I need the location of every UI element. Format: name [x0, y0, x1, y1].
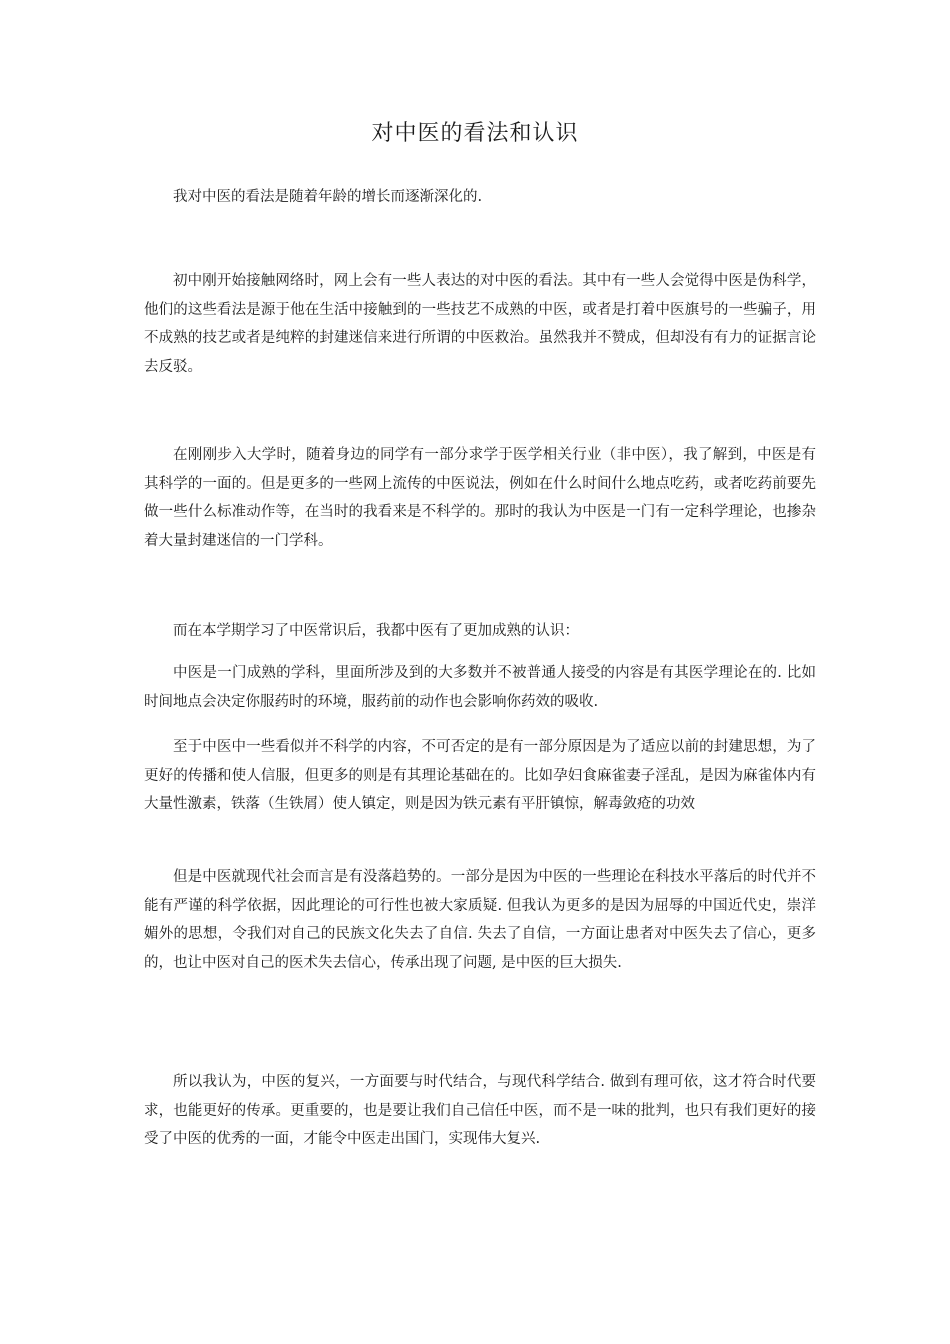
paragraph-middle-school: 初中刚开始接触网络时，网上会有一些人表达的对中医的看法。其中有一些人会觉得中医是伪科学，他们的这些看法是源于他在生活中接触到的一些技艺不成熟的中医，或者是打着中医旗号的一些骗子，用不成熟的技艺或者是纯粹的封建迷信来进行所谓的中医救治。虽然我并不赞成，但却没有有力的证据言论去反驳。 — [144, 273, 816, 375]
paragraph-intro: 我对中医的看法是随着年龄的增长而逐渐深化的. — [173, 189, 483, 205]
paragraph-university: 在刚刚步入大学时，随着身边的同学有一部分求学于医学相关行业（非中医），我了解到，中医是有其科学的一面的。但是更多的一些网上流传的中医说法，例如在什么时间什么地点吃药，或者吃药前要先做一些什么标准动作等，在当时的我看来是不科学的。那时的我认为中医是一门有一定科学理论，也掺杂着大量封建迷信的一门学科。 — [144, 447, 816, 549]
paragraph-conclusion: 所以我认为，中医的复兴，一方面要与时代结合，与现代科学结合. 做到有理可依，这才符合时代要求，也能更好的传承。更重要的，也是要让我们自己信任中医，而不是一味的批判，也只有我们更好的接受了中医的优秀的一面，才能令中医走出国门，实现伟大复兴. — [144, 1074, 816, 1147]
paragraph-mature-discipline: 中医是一门成熟的学科，里面所涉及到的大多数并不被普通人接受的内容是有其医学理论在的. 比如时间地点会决定你服药时的环境，服药前的动作也会影响你药效的吸收. — [144, 665, 816, 710]
paragraph-this-semester: 而在本学期学习了中医常识后，我都中医有了更加成熟的认识： — [173, 623, 579, 639]
paragraph-decline: 但是中医就现代社会而言是有没落趋势的。一部分是因为中医的一些理论在科技水平落后的时代并不能有严谨的科学依据，因此理论的可行性也被大家质疑. 但我认为更多的是因为屈辱的中国近代史，崇洋媚外的思想，令我们对自己的民族文化失去了自信. 失去了自信，一方面让患者对中医失去了信心，更多的，也让中医对自己的医术失去信心，传承出现了问题, 是中医的巨大损失. — [144, 869, 816, 971]
paragraph-unscientific-content: 至于中医中一些看似并不科学的内容，不可否定的是有一部分原因是为了适应以前的封建思想，为了更好的传播和使人信服，但更多的则是有其理论基础在的。比如孕妇食麻雀妻子淫乱，是因为麻雀体内有大量性激素，铁落（生铁屑）使人镇定，则是因为铁元素有平肝镇惊，解毒敛疮的功效 — [144, 739, 816, 812]
document-title: 对中医的看法和认识 — [371, 121, 579, 146]
